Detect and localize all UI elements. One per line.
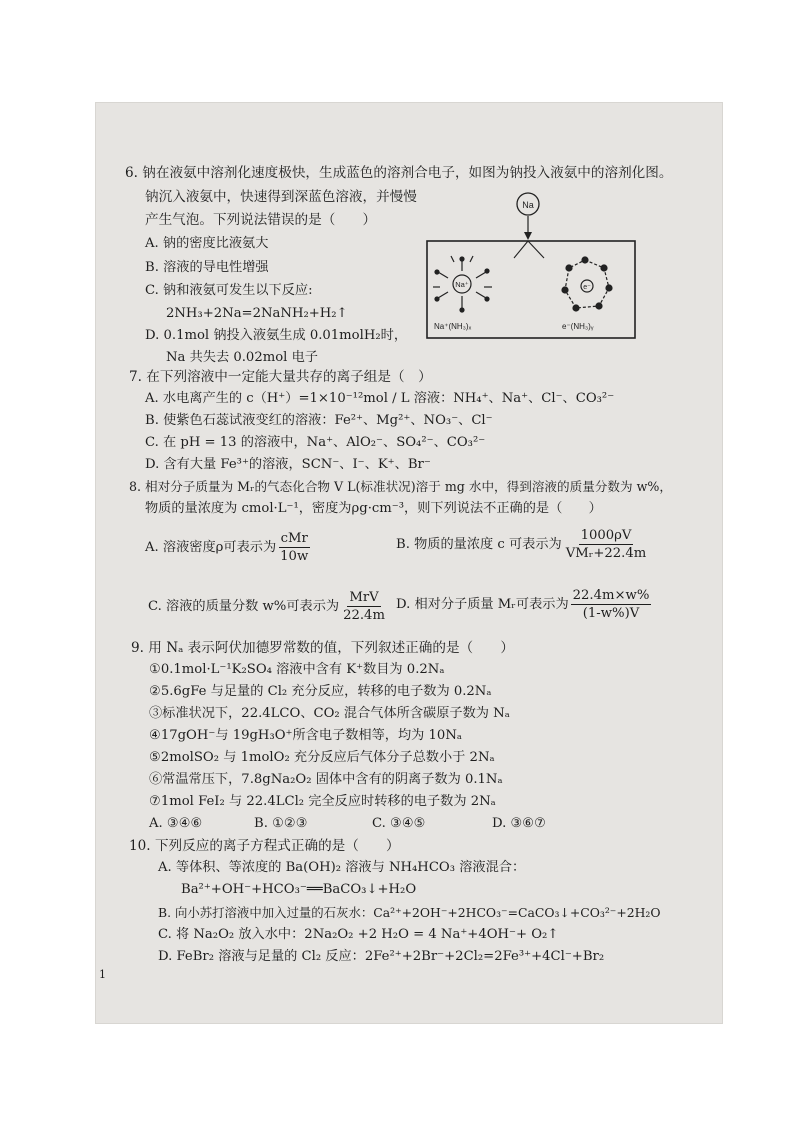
q8-option-c-fraction [341,590,387,623]
q6-stem-line2: 钠沉入液氨中，快速得到深蓝色溶液，并慢慢 [145,189,417,205]
q6-stem-line3: 产生气泡。下列说法错误的是（ ） [145,212,377,228]
q9-choice-a: A. ③④⑥ [149,816,203,831]
q8-option-c-text: C. 溶液的质量分数 w%可表示为 [148,598,340,614]
q8-b-numerator: 1000ρV [580,528,632,543]
q8-c-numerator: MrV [349,590,379,605]
q9-item-5: ⑤2molSO₂ 与 1molO₂ 充分反应后气体分子总数小于 2Nₐ [149,750,495,765]
q6-option-d-line1: D. 0.1mol 钠投入液氨生成 0.01molH₂时， [145,328,408,343]
na-atom-label: Na [522,200,534,210]
q6-option-c: C. 钠和液氨可发生以下反应: [145,283,313,298]
q8-stem-line2: 物质的量浓度为 cmol·L⁻¹，密度为ρg·cm⁻³，则下列说法不正确的是（ ） [145,501,602,516]
electron-center-label: e⁻ [583,284,591,291]
q10-stem: 10. 下列反应的离子方程式正确的是（ ） [129,838,400,854]
q6-option-b: B. 溶液的导电性增强 [145,260,269,275]
q9-choice-b: B. ①②③ [254,816,308,831]
q6-option-a: A. 钠的密度比液氨大 [145,236,269,251]
cluster-center-label: Na⁺ [455,280,469,289]
solvation-diagram [424,192,646,342]
q10-option-a-line1: A. 等体积、等浓度的 Ba(OH)₂ 溶液与 NH₄HCO₃ 溶液混合： [158,860,526,875]
q9-choice-d: D. ③⑥⑦ [492,816,546,831]
q6-stem-line1: 6. 钠在液氨中溶剂化速度极快，生成蓝色的溶剂合电子，如图为钠投入液氨中的溶剂化图。 [125,165,673,181]
q9-item-6: ⑥常温常压下，7.8gNa₂O₂ 固体中含有的阴离子数为 0.1Nₐ [149,772,503,787]
q7-option-b: B. 使紫色石蕊试液变红的溶液：Fe²⁺、Mg²⁺、NO₃⁻、Cl⁻ [145,413,493,428]
q7-option-a: A. 水电离产生的 c（H⁺）=1×10⁻¹²mol / L 溶液：NH₄⁺、Na⁺、Cl⁻、CO₃²⁻ [145,391,615,406]
q8-d-denominator: (1-w%)V [582,606,640,621]
q9-item-1: ①0.1mol·L⁻¹K₂SO₄ 溶液中含有 K⁺数目为 0.2Nₐ [149,662,445,677]
q8-option-b-fraction [564,528,649,561]
page-number: 1 [99,968,106,981]
q6-option-d-line2: Na 共失去 0.02mol 电子 [166,350,318,365]
q10-option-d: D. FeBr₂ 溶液与足量的 Cl₂ 反应：2Fe²⁺+2Br⁻+2Cl₂=2Fe³⁺+4Cl⁻+Br₂ [158,949,605,964]
q8-stem-line1: 8. 相对分子质量为 Mᵣ的气态化合物 V L(标准状况)溶于 mg 水中，得到溶液的质量分数为 w%， [129,479,672,494]
q8-option-c [148,590,389,623]
q9-item-4: ④17gOH⁻与 19gH₃O⁺所含电子数相等，均为 10Nₐ [149,728,462,743]
q7-option-c: C. 在 pH = 13 的溶液中，Na⁺、AlO₂⁻、SO₄²⁻、CO₃²⁻ [145,435,486,450]
q9-item-2: ②5.6gFe 与足量的 Cl₂ 充分反应，转移的电子数为 0.2Nₐ [149,684,492,699]
q8-a-denominator: 10w [280,549,309,564]
q7-stem: 7. 在下列溶液中一定能大量共存的离子组是（ ） [129,369,432,385]
q10-option-a-equation: Ba²⁺+OH⁻+HCO₃⁻══BaCO₃↓+H₂O [181,882,417,897]
q8-option-d-text: D. 相对分子质量 Mᵣ可表示为 [396,596,569,612]
q10-option-b: B. 向小苏打溶液中加入过量的石灰水：Ca²⁺+2OH⁻+2HCO₃⁻=CaCO₃↓+CO₃²⁻+2H₂O [158,905,661,920]
q8-option-d [396,588,653,621]
q8-option-a [145,531,312,564]
q7-option-d: D. 含有大量 Fe³⁺的溶液，SCN⁻、I⁻、K⁺、Br⁻ [145,457,431,472]
q8-option-b-text: B. 物质的量浓度 c 可表示为 [396,536,562,552]
q6-option-c-equation: 2NH₃+2Na=2NaNH₂+H₂↑ [166,306,348,321]
q8-option-d-fraction [571,588,652,621]
q8-c-denominator: 22.4m [343,608,385,623]
right-cluster-label: e⁻(NH₃)ᵧ [562,322,594,331]
q9-choice-c: C. ③④⑤ [372,816,426,831]
q10-option-c: C. 将 Na₂O₂ 放入水中：2Na₂O₂ +2 H₂O = 4 Na⁺+4OH⁻+ O₂↑ [158,927,559,942]
q8-d-numerator: 22.4m×w% [572,588,650,603]
left-cluster-label: Na⁺(NH₃)ₓ [434,322,472,331]
q8-b-denominator: VMᵣ+22.4m [565,546,647,561]
q8-a-numerator: cMr [280,531,308,546]
q9-item-7: ⑦1mol FeI₂ 与 22.4LCl₂ 完全反应时转移的电子数为 2Nₐ [149,794,496,809]
q8-option-a-text: A. 溶液密度ρ可表示为 [145,539,277,555]
q8-option-a-fraction [278,531,310,564]
q9-stem: 9. 用 Nₐ 表示阿伏加德罗常数的值，下列叙述正确的是（ ） [131,640,514,656]
q9-item-3: ③标准状况下，22.4LCO、CO₂ 混合气体所含碳原子数为 Nₐ [149,706,510,721]
q8-option-b [396,528,650,561]
